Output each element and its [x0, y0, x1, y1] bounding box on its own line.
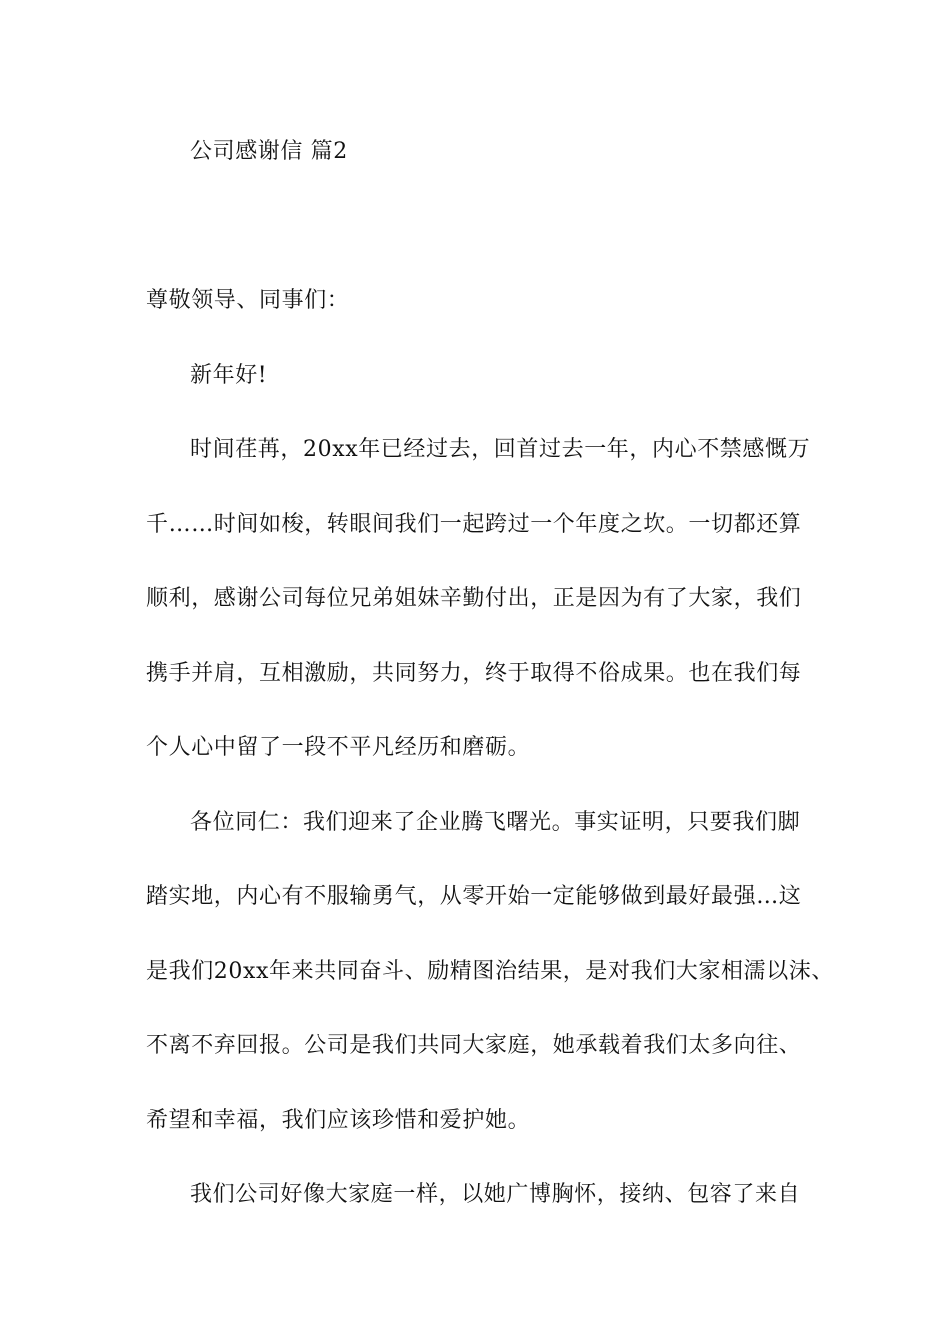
text-line: 我们公司好像大家庭一样，以她广博胸怀，接纳、包容了来自: [190, 1182, 801, 1207]
text-line: 各位同仁：我们迎来了企业腾飞曙光。事实证明，只要我们脚: [190, 810, 801, 835]
salutation: 尊敬领导、同事们：: [146, 288, 350, 313]
document-title: 公司感谢信 篇2: [190, 139, 348, 164]
text-line: 是我们20xx年来共同奋斗、励精图治结果，是对我们大家相濡以沫、: [146, 959, 835, 984]
text-line: 新年好!: [190, 363, 268, 388]
text-line: 踏实地，内心有不服输勇气，从零开始一定能够做到最好最强…这: [146, 884, 802, 909]
text-line: 携手并肩，互相激励，共同努力，终于取得不俗成果。也在我们每: [146, 661, 802, 686]
text-line: 希望和幸福，我们应该珍惜和爱护她。: [146, 1108, 531, 1133]
text-line: 时间荏苒，20xx年已经过去，回首过去一年，内心不禁感慨万: [190, 437, 811, 462]
text-line: 千……时间如梭，转眼间我们一起跨过一个年度之坎。一切都还算: [146, 512, 802, 537]
text-line: 顺利，感谢公司每位兄弟姐妹辛勤付出，正是因为有了大家，我们: [146, 586, 802, 611]
text-line: 个人心中留了一段不平凡经历和磨砺。: [146, 735, 531, 760]
text-line: 不离不弃回报。公司是我们共同大家庭，她承载着我们太多向往、: [146, 1033, 802, 1058]
